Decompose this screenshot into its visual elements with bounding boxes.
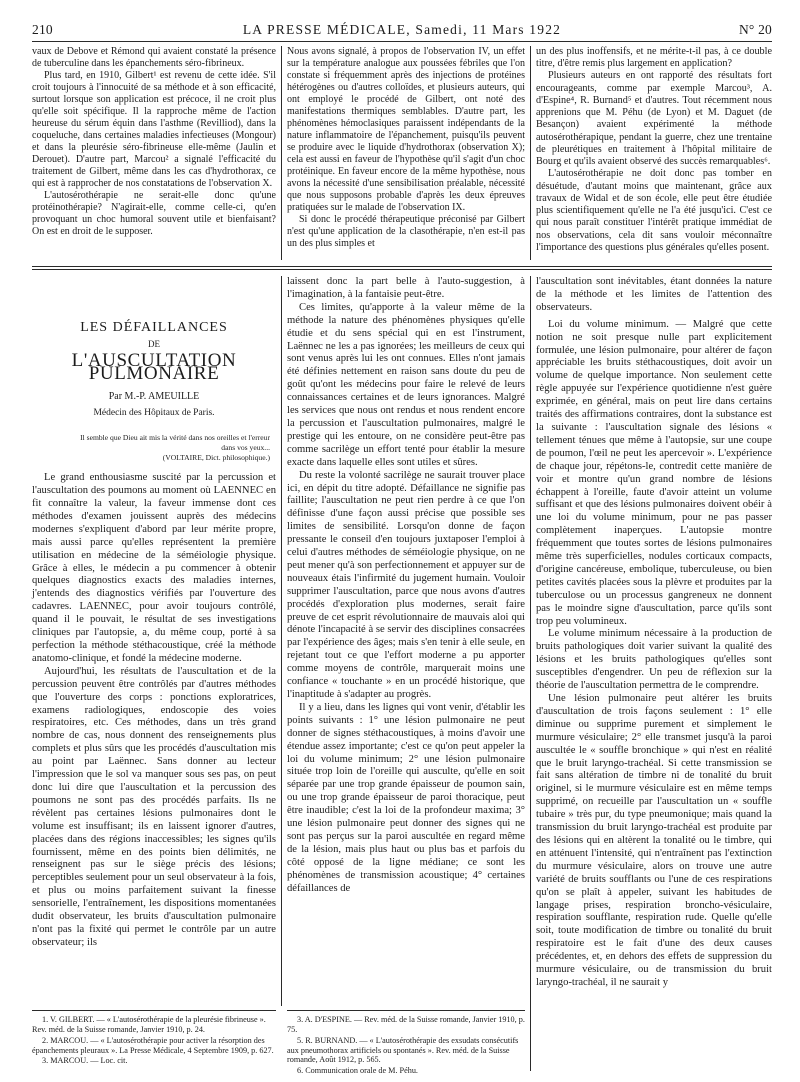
section-paragraph-volume-minimum: Loi du volume minimum. — Malgré que cette notion ne soit presque nulle part explicitement formulée, une lésion pulmonaire, pour altérer de façon appréciable les bruits stéthacoustiques, doit avoir un volume de quelque importance. Non seulement cette règle appuyée sur l'expérience quotidienne n'est guère exprimée, en général, mais on peut lire dans certains traités des affirmations contraires, dont la substance est la suivante : l'auscultation signale des lésions « tellement ténues que même à l'autopsie, sur une coupe de poumon, l'œil ne peut les apercevoir ». L'expérience de chaque jour, répétons-le, contredit cette manière de voir et montre qu'un grand nombre de lésions échappent à l'oreille, faute d'avoir atteint un volume suffisant et que des lésions pulmonaires doivent obéir à une loi du volume minimum, pour ne pas passer complètement inaperçues. L'autopsie montre fréquemment que toutes sortes de lésions pulmonaires même très superficielles, nodules corticaux compacts, d'origine cancéreuse, embolique, tuberculeuse, ou bien petites cavités placées sous la plèvre et produites par la tuberculose ou un processus gangreneux ne donnent pas le moindre signe d'auscultation, parce qu'ils sont trop peu volumineux.	[536, 318, 772, 627]
article-title-line-1: LES DÉFAILLANCES	[80, 320, 228, 335]
column-divider	[281, 46, 282, 260]
paragraph: Du reste la volonté sacrilège ne saurait trouver place ici, en dépit du titre adopté. Défaillance ne signifie pas faillite; l'auscultation ne peut rien perdre à ce que l'on définisse d'une façon aussi précise que possible ses limites de sensibilité. Lorsqu'on donne de façon pressante le conseil d'en toujours juxtaposer l'emploi à celui d'autres méthodes de séméiologie physique, on ne peut mener qu'à son perfectionnement et appuyer sur de nouveaux étais l'infirmité du jugement humain. Vouloir supprimer l'auscultation, parce que nous avons d'autres procédés d'exploration plus modernes, serait faire preuve de cet esprit révolutionnaire de mauvais aloi qui dénote l'incapacité à se servir des disciplines consacrées par l'expérience des âges; mais s'en tenir à elle seule, en rejetant tout ce que l'effort moderne a pu apporter comme moyens de contrôle, marquerait moins une confiance « touchante » en un procédé historique, que l'inaptitude à s'adapter au progrès.	[287, 469, 525, 700]
footnote: 2. MARCOU. — « L'autosérothérapie pour activer la résorption des épanchements pleuraux ». La Presse Médicale, 4 Septembre 1909, p. 627.	[32, 1035, 274, 1055]
footnote-rule	[32, 1010, 276, 1011]
top-column-1	[32, 46, 276, 238]
footnote: 1. V. GILBERT. — « L'autosérothérapie de la pleurésie fibrineuse ». Rev. méd. de la Suisse romande, Janvier 1910, p. 24.	[32, 1015, 266, 1034]
top-column-3	[536, 46, 772, 254]
paragraph: L'autosérothérapie ne doit donc pas tomber en désuétude, d'autant moins que maintenant, grâce aux travaux de Widal et de son école, elle peut être étudiée plus scientifiquement qu'elle ne l'a été jusqu'ici. C'est ce qui nous paraît constituer l'intérêt pratique immédiat de nos observations, cela dit sans vouloir méconnaître l'importance des questions plus générales qu'elles posent.	[536, 168, 772, 253]
paragraph: Le grand enthousiasme suscité par la percussion et l'auscultation des poumons au moment où LAENNEC en fit connaître la valeur, la faveur immense dont ces méthodes d'examen jouissent auprès des médecins modernes s'expliquent d'abord par leur mérite propre, mais aussi parce qu'elles représentent la première utilisation en médecine de la séméiologie physique. Grâce à elles, le médecin a pu commencer à obtenir quelques diagnostics exacts des maladies internes, j'entends des diagnostics vérifiés par l'ouverture des cadavres. LAENNEC, pour avoir toujours contrôlé, quand il le pouvait, le résultat de ses investigations cliniques par l'autopsie, a, du même coup, porté à sa perfection la méthode stéthacoustique, créé la méthode anatomo-clinique, et fondé la médecine moderne.	[32, 472, 276, 664]
footnote: 3. A. D'ESPINE. — Rev. méd. de la Suisse romande, Janvier 1910, p. 75.	[287, 1015, 525, 1034]
paragraph: Plusieurs auteurs en ont rapporté des résultats fort encourageants, comme par exemple Marcou³, A. d'Espine⁴, R. Burnand⁵ et d'autres. Tout récemment nous apprenions que M. Péhu (de Lyon) et M. Daguet (de Besançon) avaient expérimenté la méthode autosérothérapique, pendant la guerre, chez une trentaine de pleurétiques en traitement à l'hôpital militaire de Bourg et qu'ils avaient observé des succès remarquables⁶.	[536, 70, 772, 168]
footnote: 3. MARCOU. — Loc. cit.	[42, 1056, 128, 1066]
issue-number: N° 20	[738, 22, 772, 37]
journal-title: LA PRESSE MÉDICALE, Samedi, 11 Mars 1922	[242, 22, 562, 37]
article-column-1	[32, 316, 276, 950]
paragraph: l'auscultation sont inévitables, étant données la nature de la méthode et les limites de l'attention des observateurs.	[536, 276, 772, 313]
column-divider	[530, 46, 531, 260]
header-rule	[32, 41, 772, 42]
paragraph: un des plus inoffensifs, et ne mérite-t-il pas, à ce double titre, d'être remis plus largement en application?	[536, 46, 772, 70]
epigraph-source: (VOLTAIRE, Dict. philosophique.)	[162, 452, 270, 462]
top-column-2	[287, 46, 525, 250]
paragraph: Ces limites, qu'apporte à la valeur même de la méthode la nature des phénomènes physiques qu'elle étudie et du sens spécial qui en est l'instrument, Laënnec ne les a pas ignorées; les meilleurs de ceux qui sont venus après lui les ont connues. Elles n'ont jamais été définies nettement en raison sans doute du peu de goût qu'ont les médecins pour faire le relevé de leurs connaissances certaines et de leurs ignorances. Malgré les services que nous ont rendus et nous rendent encore la percussion et l'auscultation pulmonaires, malgré le prestige qui les entoure, on ne considère peut-être pas comme sacrilège un effort tenté pour établir la mesure exacte dans laquelle elles sont utiles et sûres.	[287, 301, 525, 468]
column-divider	[281, 276, 282, 1006]
footnotes-column-2	[287, 1015, 525, 1077]
paragraph: Il y a lieu, dans les lignes qui vont venir, d'établir les points suivants : 1° une lésion pulmonaire ne peut donner de signes stéthacoustiques, à moins d'avoir une étendue assez importante; c'est ce qu'on peut appeler la loi du volume minimum; 2° une lésion pulmonaire située trop loin de l'oreille qui ausculte, qu'elle en soit séparée par une trop grande épaisseur de poumon sain, ou une trop grande épaisseur de paroi thoracique, peut être inaudible; c'est la loi de la profondeur maxima; 3° une lésion pulmonaire peut donner des signes qui ne sont pas perçus sur la paroi auscultée en regard même de la lésion, mais plus haut ou plus bas et parfois du côté opposé de la ligne médiane; ce sont les phénomènes de transmission acoustique; 4° certaines défaillances de	[287, 701, 525, 894]
page-header	[32, 22, 772, 40]
section-double-rule-top	[32, 266, 772, 267]
paragraph: Une lésion pulmonaire peut altérer les bruits d'auscultation de trois façons seulement : 1° elle diminue ou supprime purement et simplement le murmure vésiculaire; 2° elle transmet jusqu'à la paroi auscultée le « souffle bronchique » qui n'est en réalité que le bruit laryngo-trachéal. Si cette transmission se fait sans altération de timbre ni de tonalité du bruit originel, si le murmure vésiculaire est en même temps supprimé, on recueille par l'auscultation un « souffle tubaire » très pur, du type pneumonique; mais quand la transmission du bruit laryngo-trachéal est produite par des lésions qui en altèrent la tonalité ou le timbre, qui en atténuent l'intensité, qui n'entraînent pas l'extinction du murmure vésiculaire, alors on trouve une autre variété de bruits soufflants ou l'une de ces respirations qu'on se plaît à appeler, suivant les habitudes de langage prises, respiration broncho-vésiculaire, respiration soufflante, respiration rude. Quelle qu'elle soit, toute modification de timbre ou tonalité du bruit respiratoire est le fait d'une des deux causes précédentes, et, en dehors des effets de suppression du murmure vésiculaire, ou de transmission du bruit laryngo-trachéal, il ne saurait y	[536, 693, 772, 988]
paragraph: Le volume minimum nécessaire à la production de bruits pathologiques doit varier suivant la qualité des lésions et les bruits pathologiques qu'elles sont susceptibles d'engendrer. Un peu de réflexion sur la théorie de l'auscultation permettra de le comprendre.	[536, 628, 772, 692]
page-number: 210	[32, 22, 53, 37]
article-title-block	[32, 322, 276, 419]
footnote: 5. R. BURNAND. — « L'autosérothérapie des exsudats consécutifs aux pneumothorax artificiels ou spontanés ». Rev. méd. de la Suisse romande, Août 1912, p. 565.	[287, 1035, 519, 1065]
epigraph-quote: Il semble que Dieu ait mis la vérité dans nos oreilles et l'erreur dans vos yeux...	[80, 433, 270, 453]
article-column-2	[287, 276, 525, 896]
footnotes-column-1	[32, 1015, 276, 1067]
footnote-rule	[287, 1010, 525, 1011]
article-affiliation: Médecin des Hôpitaux de Paris.	[93, 407, 215, 418]
paragraph: vaux de Debove et Rémond qui avaient constaté la présence de tuberculine dans les épanchements séro-fibrineux.	[32, 46, 276, 69]
paragraph: Plus tard, en 1910, Gilbert¹ est revenu de cette idée. S'il croit toujours à l'innocuité de sa méthode et à son efficacité, surtout lorsque son application est précoce, il ne croit plus qu'elle soit spécifique. Il la rapproche même de l'action heureuse du sérum équin dans l'asthme (Revilliod), dans la coqueluche, dans certaines maladies infectieuses (Mongour) et dans la pleurésie séro-fibrineuse elle-même (Jaulin et Derouet). D'autre part, Marcou² a signalé l'efficacité du traitement de Gilbert, même dans les cas d'hydrothorax, ce qui est à rapprocher de nos constatations de l'observation X.	[32, 70, 276, 189]
epigraph	[72, 433, 270, 462]
column-divider	[530, 276, 531, 1071]
paragraph: Aujourd'hui, les résultats de l'auscultation et de la percussion peuvent être contrôlés par d'autres méthodes que l'ouverture des corps : ponctions exploratrices, examens radiologiques, endoscopie des voies respiratoires, etc. Ces méthodes, dans un très grand nombre de cas, nous donnent des renseignements plus complets et plus sûrs que les procédés d'auscultation mis au point par Laënnec. Sans donner au lecteur l'impression que le sol va manquer sous ses pas, on peut donc lui dire que l'auscultation et la percussion des poumons ne sont pas des procédés parfaits. Ils ne révèlent pas certaines lésions pulmonaires dont le volume est insuffisant; ils en laissent ignorer d'autres, placées dans des régions inaccessibles; les signes qu'ils fournissent, même en des points bien délimités, ne renseignent pas sur le siège précis des lésions; perceptibles seulement pour un seul observateur à la fois, et plus ou moins parfaitement suivant la finesse sensorielle, l'entraînement, les dispositions momentanées dudit observateur, les bruits d'auscultation pulmonaire n'ont pas la fixité qui permet le contrôle par un autre observateur; ils	[32, 665, 276, 948]
paragraph: Nous avons signalé, à propos de l'observation IV, un effet sur la température analogue aux poussées fébriles que l'on constate si fréquemment après des injections de protéines hétérogènes ou d'autres colloïdes, et plusieurs auteurs, qui ont employé le procédé de Gilbert, ont noté des manifestations thermiques semblables. D'autre part, les phénomènes hémoclasiques paraissent indépendants de la nature inflammatoire de l'épanchement, puisqu'ils peuvent se produire avec le liquide d'hydrothorax (observation X); cela est aussi en faveur de l'hypothèse qu'il s'agit d'un choc protéinique. En faveur encore de la même hypothèse, nous avons la nécessité d'une sensibilisation préalable, nécessité que nous supposons probable d'après les deux épreuves pratiquées sur le malade de l'observation IX.	[287, 46, 525, 213]
article-column-3	[536, 276, 772, 990]
article-title-line-3: L'AUSCULTATION PULMONAIRE	[71, 349, 237, 384]
paragraph: L'autosérothérapie ne serait-elle donc qu'une protéinothérapie? N'agirait-elle, comme celle-ci, qu'en provoquant un choc humoral souvent utile et bienfaisant? On est en droit de le supposer.	[32, 190, 276, 237]
footnote: 6. Communication orale de M. Péhu.	[297, 1066, 418, 1076]
article-title-line-2: DE	[148, 338, 160, 349]
paragraph: Si donc le procédé thérapeutique préconisé par Gilbert n'est qu'une application de la clasothérapie, n'en est-il pas un des plus simples et	[287, 214, 525, 249]
article-author: Par M.-P. AMEUILLE	[108, 390, 200, 402]
paragraph: laissent donc la part belle à l'auto-suggestion, à l'imagination, à la fantaisie peut-être.	[287, 276, 525, 300]
section-double-rule-bottom	[32, 269, 772, 270]
